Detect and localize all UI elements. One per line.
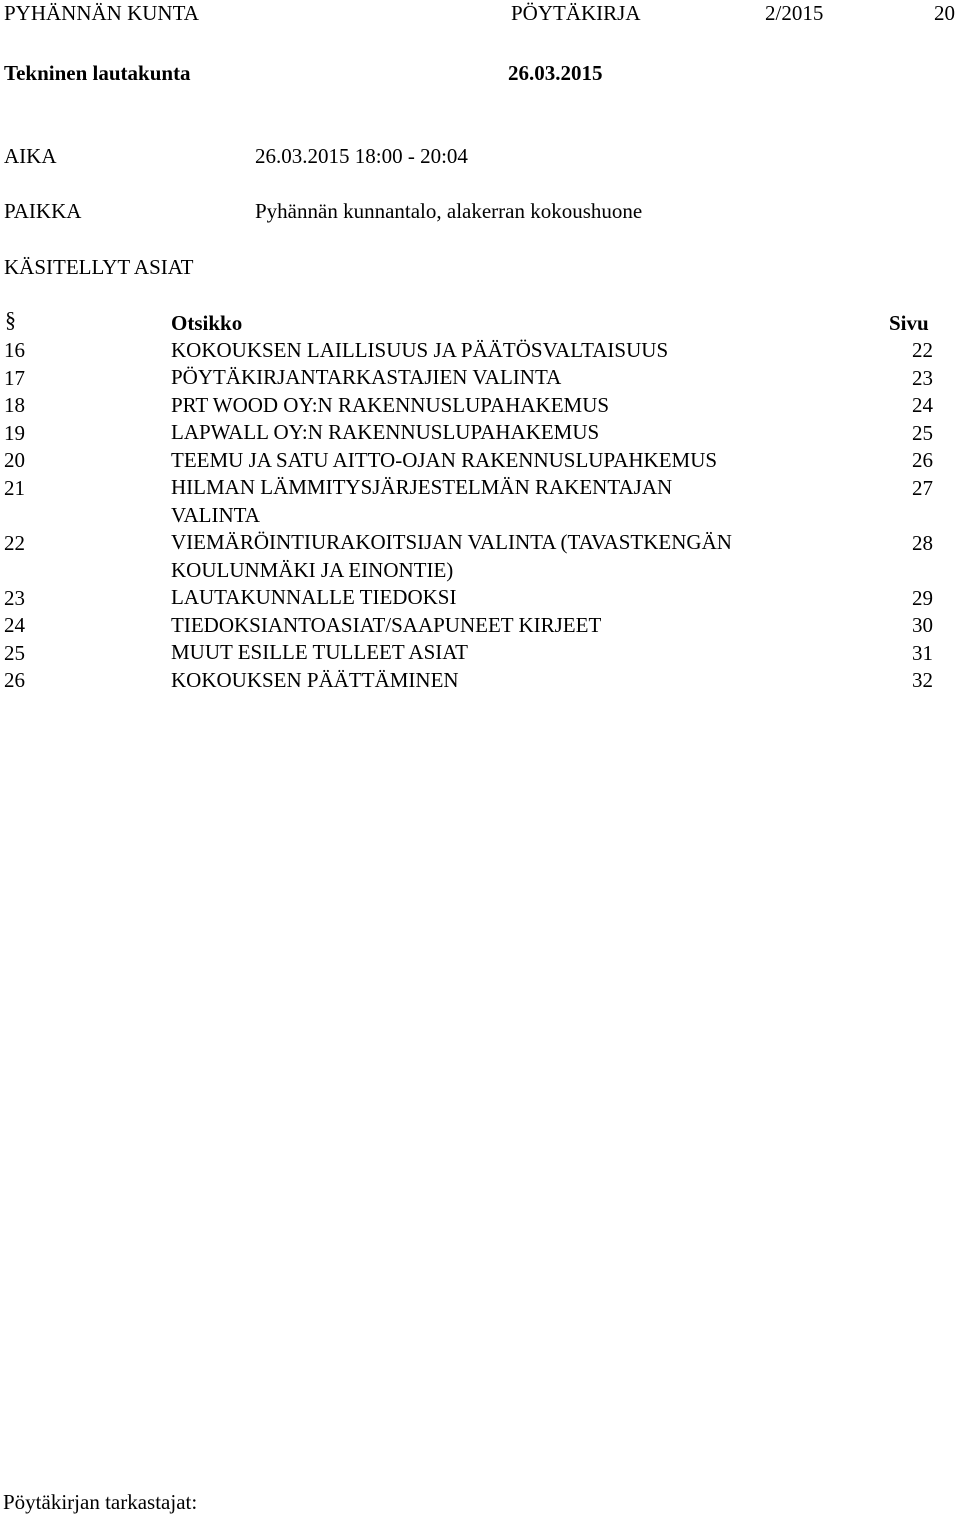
agenda-table bbox=[0, 337, 960, 698]
minutes-number: 2/2015 bbox=[765, 1, 824, 25]
item-title: KOKOUKSEN PÄÄTTÄMINEN bbox=[171, 667, 459, 692]
table-row bbox=[0, 530, 960, 588]
item-number: 20 bbox=[4, 448, 25, 472]
municipality-name: PYHÄNNÄN KUNTA bbox=[4, 1, 199, 25]
item-page: 22 bbox=[912, 338, 933, 362]
item-number: 18 bbox=[4, 393, 25, 417]
time-label: AIKA bbox=[4, 144, 57, 168]
item-page: 27 bbox=[912, 475, 933, 500]
item-page: 23 bbox=[912, 365, 933, 390]
meeting-date: 26.03.2015 bbox=[508, 61, 603, 85]
section-sign-icon: § bbox=[5, 307, 16, 332]
item-title: PRT WOOD OY:N RAKENNUSLUPAHAKEMUS bbox=[171, 392, 610, 417]
item-number: 23 bbox=[4, 585, 25, 610]
item-title: TEEMU JA SATU AITTO-OJAN RAKENNUSLUPAHKEMUS bbox=[171, 447, 718, 472]
item-page: 30 bbox=[912, 613, 933, 637]
item-number: 21 bbox=[4, 475, 25, 500]
document-type: PÖYTÄKIRJA bbox=[511, 1, 641, 25]
item-number: 22 bbox=[4, 530, 25, 555]
item-number: 26 bbox=[4, 668, 25, 692]
item-title: TIEDOKSIANTOASIAT/SAAPUNEET KIRJEET bbox=[171, 612, 602, 637]
item-number: 17 bbox=[4, 365, 25, 390]
reviewers-label: Pöytäkirjan tarkastajat: bbox=[3, 1490, 198, 1514]
time-value: 26.03.2015 18:00 - 20:04 bbox=[255, 144, 468, 168]
item-title: MUUT ESILLE TULLEET ASIAT bbox=[171, 640, 468, 664]
item-title: HILMAN LÄMMITYSJÄRJESTELMÄN RAKENTAJAN VALINTA bbox=[171, 475, 673, 527]
handled-matters-heading: KÄSITELLYT ASIAT bbox=[4, 255, 194, 279]
item-number: 19 bbox=[4, 420, 25, 445]
item-title: LAPWALL OY:N RAKENNUSLUPAHAKEMUS bbox=[171, 420, 600, 444]
committee-name: Tekninen lautakunta bbox=[4, 61, 191, 85]
item-title: PÖYTÄKIRJANTARKASTAJIEN VALINTA bbox=[171, 365, 562, 389]
item-page: 31 bbox=[912, 640, 933, 665]
item-number: 24 bbox=[4, 613, 25, 637]
item-page: 25 bbox=[912, 420, 933, 445]
column-header-page: Sivu bbox=[889, 311, 929, 335]
item-title: KOKOUKSEN LAILLISUUS JA PÄÄTÖSVALTAISUUS bbox=[171, 337, 669, 362]
place-value: Pyhännän kunnantalo, alakerran kokoushuone bbox=[255, 199, 643, 223]
place-label: PAIKKA bbox=[4, 199, 82, 223]
page-number: 20 bbox=[934, 1, 955, 25]
table-row bbox=[0, 475, 960, 533]
column-header-title: Otsikko bbox=[171, 311, 243, 335]
item-page: 28 bbox=[912, 530, 933, 555]
item-title: VIEMÄRÖINTIURAKOITSIJAN VALINTA (TAVASTKENGÄN KOULUNMÄKI JA EINONTIE) bbox=[171, 530, 732, 582]
item-page: 24 bbox=[912, 393, 933, 417]
table-row bbox=[0, 667, 960, 698]
item-page: 29 bbox=[912, 585, 933, 610]
item-title: LAUTAKUNNALLE TIEDOKSI bbox=[171, 585, 457, 609]
item-page: 32 bbox=[912, 668, 933, 692]
item-page: 26 bbox=[912, 448, 933, 472]
item-number: 16 bbox=[4, 338, 25, 362]
item-number: 25 bbox=[4, 640, 25, 665]
